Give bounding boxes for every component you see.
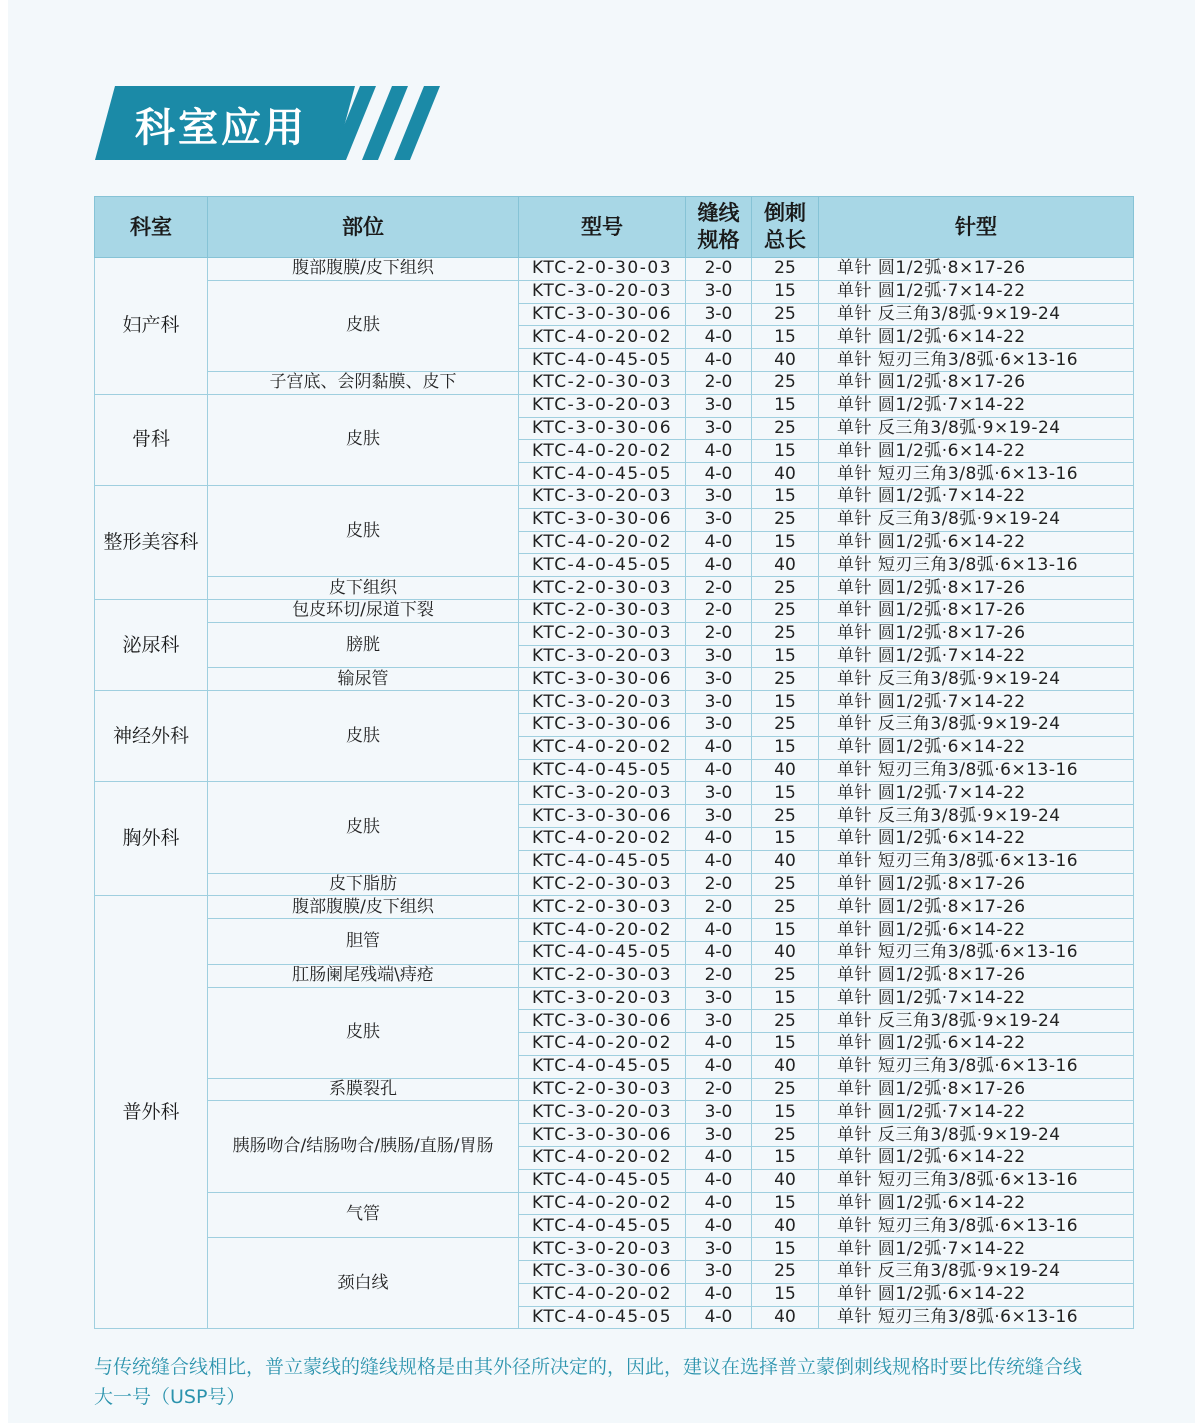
model-cell: KTC-2-0-30-03: [519, 964, 686, 987]
barb-length-cell: 25: [752, 508, 819, 531]
barb-length-cell: 15: [752, 531, 819, 554]
footnote-line-1: 与传统缝合线相比，普立蒙线的缝线规格是由其外径所决定的，因此，建议在选择普立蒙倒刺线规格时要比传统缝合线: [94, 1356, 1083, 1378]
suture-spec-cell: 3-0: [686, 417, 752, 440]
barb-length-cell: 25: [752, 668, 819, 691]
table-row: [95, 394, 1134, 417]
site-cell: 膀胱: [208, 622, 519, 668]
model-cell: KTC-4-0-20-02: [519, 1147, 686, 1170]
needle-type-cell: 单针 反三角3/8弧·9×19-24: [819, 508, 1134, 531]
needle-type-cell: 单针 圆1/2弧·7×14-22: [819, 782, 1134, 805]
suture-spec-cell: 4-0: [686, 1192, 752, 1215]
table-row: [95, 599, 1134, 622]
site-cell: 皮肤: [208, 691, 519, 782]
needle-type-cell: 单针 圆1/2弧·6×14-22: [819, 827, 1134, 850]
model-cell: KTC-3-0-30-06: [519, 1010, 686, 1033]
barb-length-cell: 40: [752, 1306, 819, 1329]
suture-spec-cell: 4-0: [686, 1169, 752, 1192]
suture-spec-cell: 4-0: [686, 919, 752, 942]
table-row: [95, 782, 1134, 805]
suture-spec-cell: 4-0: [686, 554, 752, 577]
needle-type-cell: 单针 短刃三角3/8弧·6×13-16: [819, 554, 1134, 577]
model-cell: KTC-4-0-20-02: [519, 919, 686, 942]
model-cell: KTC-4-0-45-05: [519, 759, 686, 782]
needle-type-cell: 单针 圆1/2弧·7×14-22: [819, 280, 1134, 303]
suture-spec-cell: 4-0: [686, 1306, 752, 1329]
table-row: [95, 258, 1134, 281]
department-cell: 整形美容科: [95, 485, 208, 599]
model-cell: KTC-4-0-45-05: [519, 1055, 686, 1078]
model-cell: KTC-3-0-30-06: [519, 1124, 686, 1147]
barb-length-cell: 25: [752, 713, 819, 736]
site-cell: 肛肠阑尾残端\痔疮: [208, 964, 519, 987]
barb-length-cell: 25: [752, 417, 819, 440]
needle-type-cell: 单针 圆1/2弧·8×17-26: [819, 371, 1134, 394]
barb-length-cell: 25: [752, 1078, 819, 1101]
suture-spec-cell: 4-0: [686, 736, 752, 759]
header-barb-length-text: 倒刺总长: [764, 201, 806, 252]
needle-type-cell: 单针 圆1/2弧·7×14-22: [819, 1238, 1134, 1261]
suture-spec-cell: 3-0: [686, 1261, 752, 1284]
footnote: [94, 1352, 1144, 1412]
needle-type-cell: 单针 短刃三角3/8弧·6×13-16: [819, 941, 1134, 964]
model-cell: KTC-4-0-45-05: [519, 554, 686, 577]
model-cell: KTC-4-0-45-05: [519, 1306, 686, 1329]
barb-length-cell: 25: [752, 873, 819, 896]
model-cell: KTC-2-0-30-03: [519, 896, 686, 919]
suture-spec-cell: 4-0: [686, 1215, 752, 1238]
suture-spec-cell: 3-0: [686, 713, 752, 736]
model-cell: KTC-4-0-20-02: [519, 736, 686, 759]
model-cell: KTC-2-0-30-03: [519, 873, 686, 896]
model-cell: KTC-3-0-30-06: [519, 713, 686, 736]
needle-type-cell: 单针 圆1/2弧·6×14-22: [819, 326, 1134, 349]
needle-type-cell: 单针 圆1/2弧·6×14-22: [819, 1033, 1134, 1056]
header-suture-spec: [686, 197, 752, 258]
barb-length-cell: 15: [752, 440, 819, 463]
table-body: [95, 258, 1134, 1329]
suture-spec-cell: 2-0: [686, 599, 752, 622]
barb-length-cell: 15: [752, 1147, 819, 1170]
header-model: 型号: [519, 197, 686, 258]
suture-spec-cell: 3-0: [686, 1124, 752, 1147]
suture-spec-cell: 4-0: [686, 850, 752, 873]
model-cell: KTC-3-0-20-03: [519, 394, 686, 417]
site-cell: 皮肤: [208, 394, 519, 485]
needle-type-cell: 单针 反三角3/8弧·9×19-24: [819, 1261, 1134, 1284]
footnote-line-2: 大一号（USP号）: [94, 1386, 246, 1408]
barb-length-cell: 40: [752, 349, 819, 372]
barb-length-cell: 25: [752, 622, 819, 645]
department-application-table: [94, 196, 1134, 1329]
model-cell: KTC-4-0-20-02: [519, 326, 686, 349]
needle-type-cell: 单针 圆1/2弧·7×14-22: [819, 394, 1134, 417]
department-cell: 泌尿科: [95, 599, 208, 690]
needle-type-cell: 单针 圆1/2弧·8×17-26: [819, 599, 1134, 622]
suture-spec-cell: 4-0: [686, 1283, 752, 1306]
suture-spec-cell: 2-0: [686, 896, 752, 919]
table-row: [95, 691, 1134, 714]
model-cell: KTC-2-0-30-03: [519, 577, 686, 600]
needle-type-cell: 单针 圆1/2弧·8×17-26: [819, 258, 1134, 281]
suture-spec-cell: 4-0: [686, 349, 752, 372]
table-row: [95, 964, 1134, 987]
suture-spec-cell: 4-0: [686, 440, 752, 463]
needle-type-cell: 单针 圆1/2弧·6×14-22: [819, 1192, 1134, 1215]
site-cell: 包皮环切/尿道下裂: [208, 599, 519, 622]
table-row: [95, 1192, 1134, 1215]
table-row: [95, 896, 1134, 919]
table-row: [95, 1078, 1134, 1101]
table-row: [95, 622, 1134, 645]
suture-spec-cell: 2-0: [686, 258, 752, 281]
site-cell: 胆管: [208, 919, 519, 965]
needle-type-cell: 单针 反三角3/8弧·9×19-24: [819, 668, 1134, 691]
suture-spec-cell: 4-0: [686, 463, 752, 486]
needle-type-cell: 单针 短刃三角3/8弧·6×13-16: [819, 1215, 1134, 1238]
barb-length-cell: 25: [752, 1010, 819, 1033]
site-cell: 皮肤: [208, 987, 519, 1078]
needle-type-cell: 单针 圆1/2弧·7×14-22: [819, 485, 1134, 508]
needle-type-cell: 单针 反三角3/8弧·9×19-24: [819, 417, 1134, 440]
barb-length-cell: 40: [752, 759, 819, 782]
site-cell: 皮肤: [208, 280, 519, 371]
suture-spec-cell: 3-0: [686, 668, 752, 691]
department-cell: 胸外科: [95, 782, 208, 896]
barb-length-cell: 25: [752, 805, 819, 828]
suture-spec-cell: 2-0: [686, 622, 752, 645]
barb-length-cell: 15: [752, 280, 819, 303]
barb-length-cell: 15: [752, 1192, 819, 1215]
needle-type-cell: 单针 短刃三角3/8弧·6×13-16: [819, 1055, 1134, 1078]
model-cell: KTC-4-0-45-05: [519, 463, 686, 486]
model-cell: KTC-3-0-20-03: [519, 1101, 686, 1124]
barb-length-cell: 25: [752, 1261, 819, 1284]
model-cell: KTC-3-0-20-03: [519, 645, 686, 668]
model-cell: KTC-3-0-30-06: [519, 417, 686, 440]
needle-type-cell: 单针 圆1/2弧·7×14-22: [819, 691, 1134, 714]
needle-type-cell: 单针 反三角3/8弧·9×19-24: [819, 805, 1134, 828]
header-site: 部位: [208, 197, 519, 258]
model-cell: KTC-2-0-30-03: [519, 258, 686, 281]
model-cell: KTC-3-0-30-06: [519, 1261, 686, 1284]
barb-length-cell: 40: [752, 1055, 819, 1078]
model-cell: KTC-3-0-30-06: [519, 805, 686, 828]
site-cell: 皮下脂肪: [208, 873, 519, 896]
barb-length-cell: 15: [752, 1101, 819, 1124]
barb-length-cell: 15: [752, 645, 819, 668]
table-row: [95, 485, 1134, 508]
site-cell: 腹部腹膜/皮下组织: [208, 896, 519, 919]
department-cell: 神经外科: [95, 691, 208, 782]
model-cell: KTC-3-0-20-03: [519, 782, 686, 805]
needle-type-cell: 单针 圆1/2弧·6×14-22: [819, 1283, 1134, 1306]
barb-length-cell: 15: [752, 827, 819, 850]
department-cell: 骨科: [95, 394, 208, 485]
barb-length-cell: 25: [752, 896, 819, 919]
suture-spec-cell: 2-0: [686, 873, 752, 896]
model-cell: KTC-3-0-20-03: [519, 485, 686, 508]
model-cell: KTC-4-0-20-02: [519, 1033, 686, 1056]
site-cell: 输尿管: [208, 668, 519, 691]
barb-length-cell: 15: [752, 691, 819, 714]
model-cell: KTC-2-0-30-03: [519, 599, 686, 622]
model-cell: KTC-4-0-20-02: [519, 827, 686, 850]
suture-spec-cell: 4-0: [686, 759, 752, 782]
barb-length-cell: 40: [752, 1215, 819, 1238]
header-needle-type: 针型: [819, 197, 1134, 258]
needle-type-cell: 单针 圆1/2弧·8×17-26: [819, 1078, 1134, 1101]
table-row: [95, 371, 1134, 394]
table-row: [95, 1238, 1134, 1261]
needle-type-cell: 单针 反三角3/8弧·9×19-24: [819, 713, 1134, 736]
table-row: [95, 577, 1134, 600]
section-banner: [95, 86, 355, 160]
suture-spec-cell: 4-0: [686, 1033, 752, 1056]
suture-spec-cell: 3-0: [686, 280, 752, 303]
suture-spec-cell: 3-0: [686, 1238, 752, 1261]
needle-type-cell: 单针 圆1/2弧·6×14-22: [819, 440, 1134, 463]
barb-length-cell: 25: [752, 1124, 819, 1147]
model-cell: KTC-4-0-45-05: [519, 941, 686, 964]
model-cell: KTC-4-0-20-02: [519, 531, 686, 554]
barb-length-cell: 15: [752, 326, 819, 349]
suture-spec-cell: 4-0: [686, 827, 752, 850]
needle-type-cell: 单针 圆1/2弧·7×14-22: [819, 987, 1134, 1010]
model-cell: KTC-3-0-20-03: [519, 1238, 686, 1261]
barb-length-cell: 25: [752, 964, 819, 987]
needle-type-cell: 单针 反三角3/8弧·9×19-24: [819, 1124, 1134, 1147]
page-title: 科室应用: [135, 105, 307, 151]
barb-length-cell: 15: [752, 1283, 819, 1306]
site-cell: 气管: [208, 1192, 519, 1238]
barb-length-cell: 15: [752, 736, 819, 759]
needle-type-cell: 单针 反三角3/8弧·9×19-24: [819, 303, 1134, 326]
suture-spec-cell: 3-0: [686, 485, 752, 508]
department-cell: 妇产科: [95, 258, 208, 395]
suture-spec-cell: 2-0: [686, 577, 752, 600]
barb-length-cell: 40: [752, 554, 819, 577]
header-suture-spec-text: 缝线规格: [697, 201, 740, 252]
needle-type-cell: 单针 圆1/2弧·8×17-26: [819, 577, 1134, 600]
barb-length-cell: 15: [752, 987, 819, 1010]
needle-type-cell: 单针 反三角3/8弧·9×19-24: [819, 1010, 1134, 1033]
model-cell: KTC-3-0-30-06: [519, 508, 686, 531]
table-row: [95, 919, 1134, 942]
suture-spec-cell: 4-0: [686, 326, 752, 349]
suture-spec-cell: 3-0: [686, 394, 752, 417]
suture-spec-cell: 3-0: [686, 782, 752, 805]
barb-length-cell: 25: [752, 577, 819, 600]
suture-spec-cell: 4-0: [686, 1055, 752, 1078]
model-cell: KTC-2-0-30-03: [519, 371, 686, 394]
model-cell: KTC-4-0-45-05: [519, 1169, 686, 1192]
barb-length-cell: 40: [752, 850, 819, 873]
suture-spec-cell: 4-0: [686, 531, 752, 554]
model-cell: KTC-4-0-45-05: [519, 349, 686, 372]
needle-type-cell: 单针 圆1/2弧·8×17-26: [819, 622, 1134, 645]
site-cell: 皮下组织: [208, 577, 519, 600]
needle-type-cell: 单针 圆1/2弧·6×14-22: [819, 736, 1134, 759]
needle-type-cell: 单针 圆1/2弧·6×14-22: [819, 1147, 1134, 1170]
barb-length-cell: 25: [752, 258, 819, 281]
suture-spec-cell: 3-0: [686, 987, 752, 1010]
barb-length-cell: 15: [752, 485, 819, 508]
needle-type-cell: 单针 圆1/2弧·8×17-26: [819, 896, 1134, 919]
site-cell: 子宫底、会阴黏膜、皮下: [208, 371, 519, 394]
model-cell: KTC-4-0-45-05: [519, 1215, 686, 1238]
needle-type-cell: 单针 短刃三角3/8弧·6×13-16: [819, 850, 1134, 873]
suture-spec-cell: 3-0: [686, 645, 752, 668]
needle-type-cell: 单针 短刃三角3/8弧·6×13-16: [819, 1306, 1134, 1329]
decorative-stripes: [330, 86, 450, 160]
needle-type-cell: 单针 短刃三角3/8弧·6×13-16: [819, 759, 1134, 782]
model-cell: KTC-3-0-20-03: [519, 987, 686, 1010]
department-cell: 普外科: [95, 896, 208, 1329]
table-row: [95, 668, 1134, 691]
needle-type-cell: 单针 圆1/2弧·8×17-26: [819, 964, 1134, 987]
needle-type-cell: 单针 短刃三角3/8弧·6×13-16: [819, 463, 1134, 486]
needle-type-cell: 单针 短刃三角3/8弧·6×13-16: [819, 349, 1134, 372]
barb-length-cell: 25: [752, 371, 819, 394]
suture-spec-cell: 3-0: [686, 303, 752, 326]
needle-type-cell: 单针 圆1/2弧·7×14-22: [819, 1101, 1134, 1124]
model-cell: KTC-3-0-30-06: [519, 668, 686, 691]
site-cell: 腹部腹膜/皮下组织: [208, 258, 519, 281]
header-barb-length: [752, 197, 819, 258]
suture-spec-cell: 3-0: [686, 508, 752, 531]
barb-length-cell: 15: [752, 394, 819, 417]
suture-spec-cell: 3-0: [686, 805, 752, 828]
model-cell: KTC-3-0-20-03: [519, 280, 686, 303]
suture-spec-cell: 2-0: [686, 964, 752, 987]
suture-spec-cell: 4-0: [686, 941, 752, 964]
barb-length-cell: 40: [752, 463, 819, 486]
header-department: 科室: [95, 197, 208, 258]
model-cell: KTC-4-0-20-02: [519, 1283, 686, 1306]
needle-type-cell: 单针 短刃三角3/8弧·6×13-16: [819, 1169, 1134, 1192]
suture-spec-cell: 2-0: [686, 1078, 752, 1101]
site-cell: 颈白线: [208, 1238, 519, 1329]
model-cell: KTC-4-0-20-02: [519, 1192, 686, 1215]
suture-spec-cell: 3-0: [686, 1101, 752, 1124]
needle-type-cell: 单针 圆1/2弧·8×17-26: [819, 873, 1134, 896]
needle-type-cell: 单针 圆1/2弧·7×14-22: [819, 645, 1134, 668]
model-cell: KTC-2-0-30-03: [519, 622, 686, 645]
site-cell: 皮肤: [208, 782, 519, 873]
barb-length-cell: 15: [752, 919, 819, 942]
table-header-row: [95, 197, 1134, 258]
model-cell: KTC-4-0-20-02: [519, 440, 686, 463]
needle-type-cell: 单针 圆1/2弧·6×14-22: [819, 531, 1134, 554]
suture-spec-cell: 3-0: [686, 691, 752, 714]
model-cell: KTC-2-0-30-03: [519, 1078, 686, 1101]
barb-length-cell: 25: [752, 303, 819, 326]
model-cell: KTC-4-0-45-05: [519, 850, 686, 873]
suture-spec-cell: 3-0: [686, 1010, 752, 1033]
suture-spec-cell: 4-0: [686, 1147, 752, 1170]
barb-length-cell: 15: [752, 1238, 819, 1261]
barb-length-cell: 40: [752, 1169, 819, 1192]
table-row: [95, 987, 1134, 1010]
site-cell: 皮肤: [208, 485, 519, 576]
needle-type-cell: 单针 圆1/2弧·6×14-22: [819, 919, 1134, 942]
barb-length-cell: 25: [752, 599, 819, 622]
table-row: [95, 873, 1134, 896]
model-cell: KTC-3-0-20-03: [519, 691, 686, 714]
barb-length-cell: 40: [752, 941, 819, 964]
table-row: [95, 1101, 1134, 1124]
barb-length-cell: 15: [752, 1033, 819, 1056]
site-cell: 系膜裂孔: [208, 1078, 519, 1101]
table-row: [95, 280, 1134, 303]
suture-spec-cell: 2-0: [686, 371, 752, 394]
site-cell: 胰肠吻合/结肠吻合/胰肠/直肠/胃肠: [208, 1101, 519, 1192]
barb-length-cell: 15: [752, 782, 819, 805]
model-cell: KTC-3-0-30-06: [519, 303, 686, 326]
